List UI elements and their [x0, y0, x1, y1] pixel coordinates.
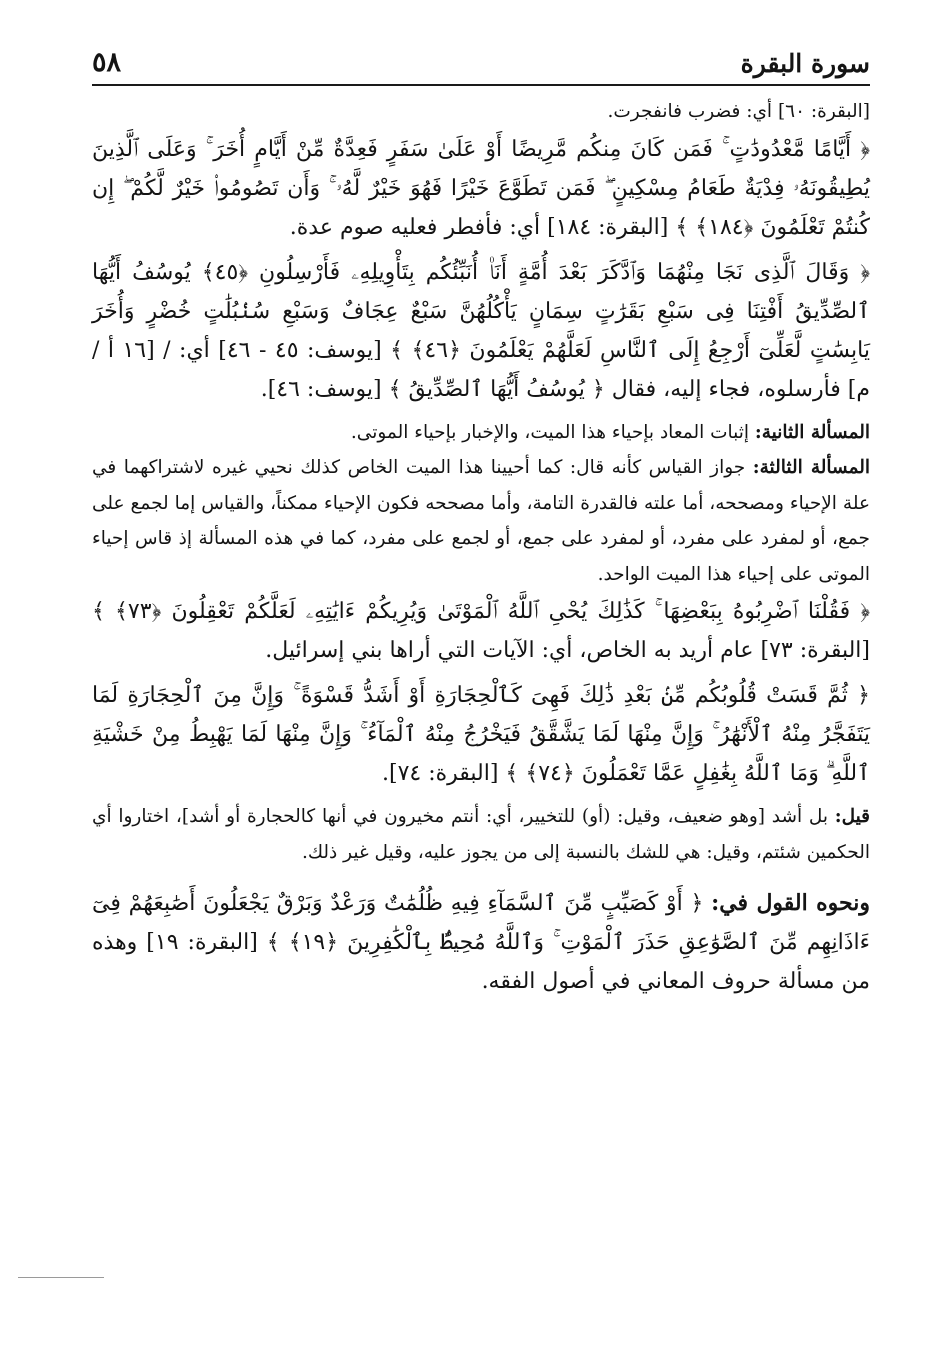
issue-term: المسألة الثالثة: — [752, 457, 870, 478]
paragraph-text: ﴿ أَوْ كَصَيِّبٍ مِّنَ ٱلسَّمَآءِ فِيهِ ظُلُمَٰتٌ وَرَعْدٌ وَبَرْقٌ يَجْعَلُونَ أَصَٰبِعَهُمْ فِىٓ ءَاذَانِهِم مِّنَ ٱلصَّوَٰعِقِ حَذَرَ ٱلْمَوْتِ ۚ وَٱللَّهُ مُحِيطٌۢ بِٱلْكَٰفِرِينَ ﴿١٩﴾ ﴾ [البقرة: ١٩] وهذه من مسألة حروف المعاني في أصول الفقه. — [92, 891, 870, 994]
issue-term: المسألة الثانية: — [754, 421, 870, 443]
page-body — [92, 94, 870, 1001]
page-number: ٥٨ — [92, 47, 122, 78]
issue-term: قيل: — [834, 806, 870, 827]
paragraph-strike-verse — [92, 592, 870, 670]
paragraph-similar-saying — [92, 884, 870, 1001]
paragraph-second-issue — [92, 415, 870, 451]
paragraph-text: ﴿ أَيَّامًا مَّعْدُودَٰتٍ ۚ فَمَن كَانَ مِنكُم مَّرِيضًا أَوْ عَلَىٰ سَفَرٍ فَعِدَّةٌ مِّنْ أَيَّامٍ أُخَرَ ۚ وَعَلَى ٱلَّذِينَ يُطِيقُونَهُۥ فِدْيَةٌ طَعَامُ مِسْكِينٍ ۖ فَمَن تَطَوَّعَ خَيْرًا فَهُوَ خَيْرٌ لَّهُۥ ۚ وَأَن تَصُومُوا۟ خَيْرٌ لَّكُمْ ۖ إِن كُنتُمْ تَعْلَمُونَ ﴿١٨٤﴾ ﴾ [البقرة: ١٨٤] أي: فأفطر فعليه صوم عدة. — [92, 136, 870, 240]
paragraph-fajara — [92, 94, 870, 130]
paragraph-fasting-verse — [92, 130, 870, 247]
paragraph-text: بل أشد [وهو ضعيف، وقيل: (أو) للتخيير، أي: أنتم مخيرون في أنها كالحجارة أو أشد]، اختاروا أي الحكمين شئتم، وقيل: هي للشك بالنسبة إلى من يجوز عليه، وقيل غير ذلك. — [92, 806, 870, 863]
surah-title: سورة البقرة — [740, 49, 870, 78]
issue-term: ونحوه القول في: — [711, 890, 870, 916]
footnote-rule — [18, 1277, 104, 1278]
paragraph-text: إثبات المعاد بإحياء هذا الميت، والإخبار بإحياء الموتى. — [350, 421, 755, 443]
book-page — [92, 30, 870, 1001]
paragraph-third-issue — [92, 450, 870, 592]
paragraph-text: ﴿ فَقُلْنَا ٱضْرِبُوهُ بِبَعْضِهَا ۚ كَذَٰلِكَ يُحْىِ ٱللَّهُ ٱلْمَوْتَىٰ وَيُرِيكُمْ ءَايَٰتِهِۦ لَعَلَّكُمْ تَعْقِلُونَ ﴿٧٣﴾ ﴾ [البقرة: ٧٣] عام أريد به الخاص، أي: الآيات التي أراها بني إسرائيل. — [92, 599, 870, 663]
running-header — [92, 30, 870, 86]
paragraph-qila — [92, 799, 870, 870]
paragraph-text: ﴿ ثُمَّ قَسَتْ قُلُوبُكُم مِّنۢ بَعْدِ ذَٰلِكَ فَهِىَ كَٱلْحِجَارَةِ أَوْ أَشَدُّ قَسْوَةً ۚ وَإِنَّ مِنَ ٱلْحِجَارَةِ لَمَا يَتَفَجَّرُ مِنْهُ ٱلْأَنْهَٰرُ ۚ وَإِنَّ مِنْهَا لَمَا يَشَّقَّقُ فَيَخْرُجُ مِنْهُ ٱلْمَآءُ ۚ وَإِنَّ مِنْهَا لَمَا يَهْبِطُ مِنْ خَشْيَةِ ٱللَّهِ ۗ وَمَا ٱللَّهُ بِغَٰفِلٍ عَمَّا تَعْمَلُونَ ﴿٧٤﴾ ﴾ [البقرة: ٧٤]. — [92, 683, 870, 786]
paragraph-text: [البقرة: ٦٠] أي: فضرب فانفجرت. — [607, 101, 870, 122]
paragraph-yusuf-verse — [92, 253, 870, 409]
paragraph-hearts-verse — [92, 676, 870, 793]
paragraph-text: جواز القياس كأنه قال: كما أحيينا هذا الميت الخاص كذلك نحيي غيره لاشتراكهما في علة الإحياء ومصححه، أما علته فالقدرة التامة، وأما مصححه فكون الإحياء ممكناً، والقياس إما لجمع على جمع، أو لمفرد على مفرد، أو لمفرد على جمع، أو لجمع على مفرد، كما في هذه المسألة إذ قاس إحياء الموتى على إحياء هذا الميت الواحد. — [92, 457, 870, 585]
paragraph-text: ﴿ وَقَالَ ٱلَّذِى نَجَا مِنْهُمَا وَٱدَّكَرَ بَعْدَ أُمَّةٍ أَنَا۠ أُنَبِّئُكُم بِتَأْوِيلِهِۦ فَأَرْسِلُونِ ﴿٤٥﴾ يُوسُفُ أَيُّهَا ٱلصِّدِّيقُ أَفْتِنَا فِى سَبْعِ بَقَرَٰتٍ سِمَانٍ يَأْكُلُهُنَّ سَبْعٌ عِجَافٌ وَسَبْعِ سُنۢبُلَٰتٍ خُضْرٍ وَأُخَرَ يَابِسَٰتٍ لَّعَلِّىٓ أَرْجِعُ إِلَى ٱلنَّاسِ لَعَلَّهُمْ يَعْلَمُونَ ﴿٤٦﴾ ﴾ [يوسف: ٤٥ - ٤٦] أي: / [١٦ أ / م] فأرسلوه، فجاء إليه، فقال ﴿ يُوسُفُ أَيُّهَا ٱلصِّدِّيقُ ﴾ [يوسف: ٤٦]. — [92, 259, 871, 402]
